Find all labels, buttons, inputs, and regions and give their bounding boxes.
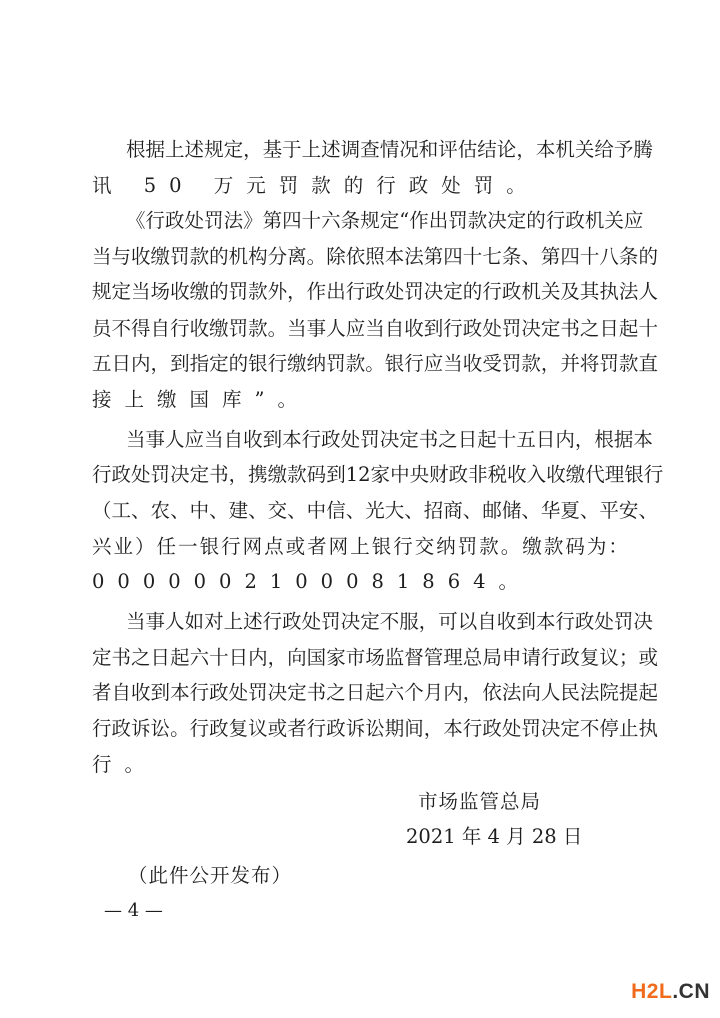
watermark-part-1: H2L [631,980,673,1003]
text-line: 兴 业 ） 任 一 银 行 网 点 或 者 网 上 银 行 交 纳 罚 款 。 缴 款 码 为 ： [92,535,628,558]
issue-date: 2021 年 4 月 28 日 [406,825,583,848]
text-line: （ 工 、 农 、 中 、 建 、 交 、 中 信 、 光 大 、 招 商 、 邮 储 、 华 夏 、 平 安 、 [92,499,658,522]
text-line: 员 不 得 自 行 收 缴 罚 款 。 当 事 人 应 当 自 收 到 行 政 处 罚 决 定 书 之 日 起 十 [92,317,658,340]
text-line: 讯 50 万元罚款的行政处罚。 [92,174,539,197]
text-line: 定 书 之 日 起 六 十 日 内 ， 向 国 家 市 场 监 督 管 理 总 局 申 请 行 政 复 议 ； 或 [92,646,658,669]
text-line: 当 事 人 应 当 自 收 到 本 行 政 处 罚 决 定 书 之 日 起 十 五 日 内 ， 根 据 本 [126,428,653,451]
text-line: 五 日 内 ， 到 指 定 的 银 行 缴 纳 罚 款 。 银 行 应 当 收 受 罚 款 ， 并 将 罚 款 直 [92,352,658,375]
issuer-name: 市场监管总局 [418,790,542,813]
watermark-logo [631,980,710,1004]
text-line: 行 政 处 罚 决 定 书 ， 携 缴 款 码 到 1 2 家 中 央 财 政 非 税 收 入 收 缴 代 理 银 行 [92,463,664,486]
text-line: 规 定 当 场 收 缴 的 罚 款 外 ， 作 出 行 政 处 罚 决 定 的 行 政 机 关 及 其 执 法 人 [92,280,658,303]
text-line: 根 据 上 述 规 定 ， 基 于 上 述 调 查 情 况 和 评 估 结 论 ， 本 机 关 给 予 腾 [126,138,653,161]
publication-note: （此件公开发布） [128,864,293,887]
text-line: 《 行 政 处 罚 法 》 第 四 十 六 条 规 定 “ 作 出 罚 款 决 定 的 行 政 机 关 应 [126,209,644,232]
text-line: 当 与 收 缴 罚 款 的 机 构 分 离 。 除 依 照 本 法 第 四 十 七 条 、 第 四 十 八 条 的 [92,245,658,268]
payment-code-line: 0000002100081864。 [92,570,532,593]
watermark-part-2: .CN [672,980,710,1003]
text-line: 者 自 收 到 本 行 政 处 罚 决 定 书 之 日 起 六 个 月 内 ， 依 法 向 人 民 法 院 提 起 [92,681,658,704]
text-line: 接上缴国库”。 [92,388,310,411]
text-line: 当 事 人 如 对 上 述 行 政 处 罚 决 定 不 服 ， 可 以 自 收 到 本 行 政 处 罚 决 [126,610,653,633]
text-line: 行。 [92,753,158,776]
page-number: — 4 — [104,900,163,921]
text-line: 行 政 诉 讼 。 行 政 复 议 或 者 行 政 诉 讼 期 间 ， 本 行 政 处 罚 决 定 不 停 止 执 [92,717,658,740]
